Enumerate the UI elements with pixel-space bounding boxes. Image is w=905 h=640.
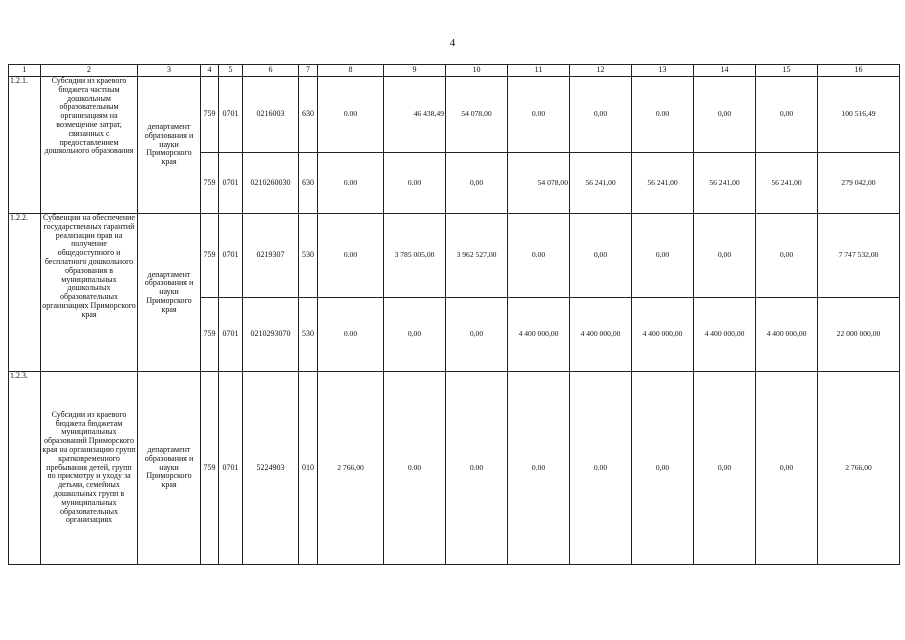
measure-description: Субсидии из краевого бюджета частным дошкольным образовательным организациям на возмещение затрат, связанных с предоставлением дошкольного образования xyxy=(41,77,138,214)
value-cell: 0,00 xyxy=(756,214,818,298)
row-number: 1.2.3. xyxy=(9,372,41,565)
value-cell: 0,00 xyxy=(570,214,632,298)
total-cell: 7 747 532,00 xyxy=(818,214,900,298)
code-cell: 759 xyxy=(201,372,219,565)
value-cell: 0.00 xyxy=(446,372,508,565)
code-cell: 759 xyxy=(201,77,219,153)
value-cell: 46 438,49 xyxy=(384,77,446,153)
value-cell: 3 962 527,00 xyxy=(446,214,508,298)
responsible-agency: департамент образования и науки Приморского края xyxy=(138,77,201,214)
code-cell: 0210260030 xyxy=(243,153,299,214)
column-header: 6 xyxy=(243,65,299,77)
value-cell: 0,00 xyxy=(446,153,508,214)
code-cell: 630 xyxy=(299,77,318,153)
code-cell: 0701 xyxy=(219,298,243,372)
value-cell: 2 766,00 xyxy=(318,372,384,565)
table-row xyxy=(9,77,900,153)
responsible-agency: департамент образования и науки Приморского края xyxy=(138,214,201,372)
value-cell: 56 241,00 xyxy=(694,153,756,214)
code-cell: 0701 xyxy=(219,153,243,214)
column-header: 15 xyxy=(756,65,818,77)
code-cell: 0701 xyxy=(219,372,243,565)
code-cell: 759 xyxy=(201,214,219,298)
value-cell: 0,00 xyxy=(694,372,756,565)
value-cell: 4 400 000,00 xyxy=(508,298,570,372)
measure-description: Субсидии из краевого бюджета бюджетам муниципальных образований Приморского края на организацию групп кратковременного пребывания детей, групп по присмотру и уходу за детьми, семейных дошкольных групп в муниципальных образовательных организациях xyxy=(41,372,138,565)
code-cell: 530 xyxy=(299,298,318,372)
value-cell: 4 400 000,00 xyxy=(632,298,694,372)
value-cell: 0.00 xyxy=(508,214,570,298)
column-header: 16 xyxy=(818,65,900,77)
value-cell: 0,00 xyxy=(446,298,508,372)
table-row xyxy=(9,372,900,565)
value-cell: 0,00 xyxy=(570,77,632,153)
table-row xyxy=(9,214,900,298)
code-cell: 5224903 xyxy=(243,372,299,565)
column-header: 10 xyxy=(446,65,508,77)
value-cell: 0.00 xyxy=(318,77,384,153)
value-cell: 0.00 xyxy=(384,372,446,565)
value-cell: 56 241,00 xyxy=(632,153,694,214)
value-cell: 0,00 xyxy=(694,214,756,298)
column-header: 2 xyxy=(41,65,138,77)
value-cell: 0.00 xyxy=(384,153,446,214)
column-header: 13 xyxy=(632,65,694,77)
column-header: 14 xyxy=(694,65,756,77)
column-header: 11 xyxy=(508,65,570,77)
code-cell: 0216003 xyxy=(243,77,299,153)
code-cell: 759 xyxy=(201,298,219,372)
value-cell: 0,00 xyxy=(756,77,818,153)
code-cell: 010 xyxy=(299,372,318,565)
value-cell: 0.00 xyxy=(570,372,632,565)
code-cell: 759 xyxy=(201,153,219,214)
column-header: 7 xyxy=(299,65,318,77)
value-cell: 56 241,00 xyxy=(756,153,818,214)
page-number: 4 xyxy=(449,37,456,49)
value-cell: 0,00 xyxy=(632,214,694,298)
responsible-agency: департамент образования и науки Приморского края xyxy=(138,372,201,565)
total-cell: 100 516,49 xyxy=(818,77,900,153)
column-header: 8 xyxy=(318,65,384,77)
budget-table xyxy=(8,64,900,565)
value-cell: 0.00 xyxy=(632,77,694,153)
code-cell: 0701 xyxy=(219,214,243,298)
value-cell: 56 241,00 xyxy=(570,153,632,214)
code-cell: 530 xyxy=(299,214,318,298)
value-cell: 0.00 xyxy=(508,77,570,153)
value-cell: 0.00 xyxy=(508,372,570,565)
column-header: 12 xyxy=(570,65,632,77)
measure-description: Субвенции на обеспечение государственных гарантий реализации прав на получение общедоступного и бесплатного дошкольного образования в муниципальных дошкольных образовательных организациях Приморского края xyxy=(41,214,138,372)
code-cell: 630 xyxy=(299,153,318,214)
row-number: 1.2.1. xyxy=(9,77,41,214)
value-cell: 0.00 xyxy=(318,214,384,298)
code-cell: 0219307 xyxy=(243,214,299,298)
value-cell: 0,00 xyxy=(694,77,756,153)
column-header: 5 xyxy=(219,65,243,77)
total-cell: 22 000 000,00 xyxy=(818,298,900,372)
value-cell: 0,00 xyxy=(756,372,818,565)
value-cell: 4 400 000,00 xyxy=(756,298,818,372)
value-cell: 0.00 xyxy=(318,153,384,214)
code-cell: 0210293070 xyxy=(243,298,299,372)
column-header: 1 xyxy=(9,65,41,77)
value-cell: 0.00 xyxy=(318,298,384,372)
value-cell: 3 785 005,00 xyxy=(384,214,446,298)
column-header: 3 xyxy=(138,65,201,77)
value-cell: 0,00 xyxy=(384,298,446,372)
header-row xyxy=(9,65,900,77)
code-cell: 0701 xyxy=(219,77,243,153)
column-header: 4 xyxy=(201,65,219,77)
value-cell: 4 400 000,00 xyxy=(570,298,632,372)
value-cell: 4 400 000,00 xyxy=(694,298,756,372)
value-cell: 54 078,00 xyxy=(508,153,570,214)
value-cell: 54 078,00 xyxy=(446,77,508,153)
value-cell: 0,00 xyxy=(632,372,694,565)
column-header: 9 xyxy=(384,65,446,77)
total-cell: 2 766,00 xyxy=(818,372,900,565)
total-cell: 279 042,00 xyxy=(818,153,900,214)
row-number: 1.2.2. xyxy=(9,214,41,372)
